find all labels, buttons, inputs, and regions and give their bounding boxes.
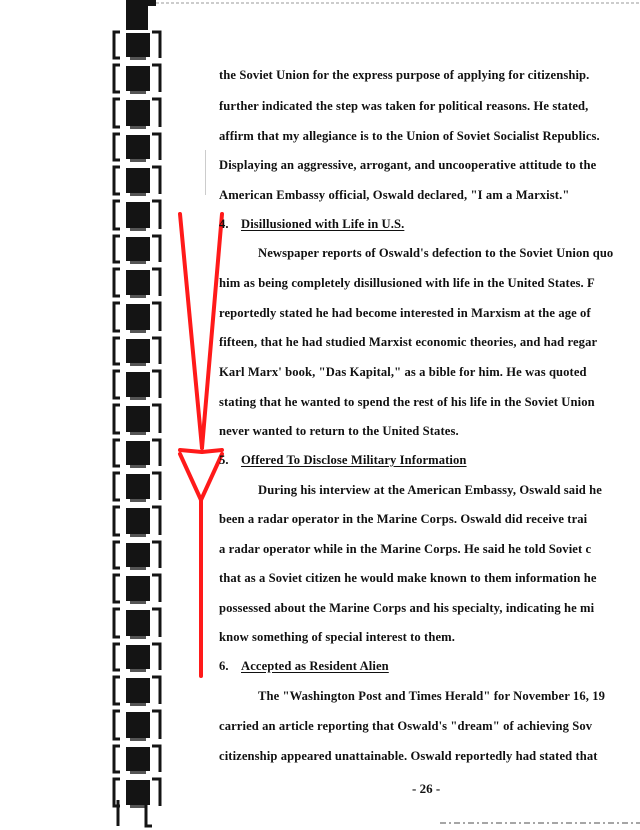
text-line: reportedly stated he had become interested in Marxism at the age of <box>219 306 591 320</box>
section-title: Offered To Disclose Military Information <box>241 453 467 467</box>
text-line: him as being completely disillusioned with life in the United States. F <box>219 276 595 290</box>
text-line: During his interview at the American Embassy, Oswald said he <box>258 483 602 497</box>
section-title: Disillusioned with Life in U.S. <box>241 217 405 231</box>
text-line: possessed about the Marine Corps and his specialty, indicating he mi <box>219 601 595 615</box>
text-line: carried an article reporting that Oswald's "dream" of achieving Sov <box>219 719 593 733</box>
text-line: that as a Soviet citizen he would make known to them information he <box>219 571 597 585</box>
text-line: a radar operator while in the Marine Corps. He said he told Soviet c <box>219 542 592 556</box>
text-line: never wanted to return to the United States. <box>219 424 459 438</box>
text-line: fifteen, that he had studied Marxist economic theories, and had regar <box>219 335 598 349</box>
section-number: 5. <box>219 453 229 467</box>
text-line: affirm that my allegiance is to the Union of Soviet Socialist Republics. <box>219 129 600 143</box>
text-line: Karl Marx' book, "Das Kapital," as a bible for him. He was quoted <box>219 365 587 379</box>
scan-top-edge <box>140 0 640 6</box>
section-title: Accepted as Resident Alien <box>241 659 389 673</box>
text-line: American Embassy official, Oswald declared, "I am a Marxist." <box>219 188 570 202</box>
section-number: 6. <box>219 659 229 673</box>
section-heading <box>219 452 467 468</box>
section-heading <box>219 216 404 232</box>
text-line: Newspaper reports of Oswald's defection to the Soviet Union quo <box>258 246 614 260</box>
text-line: stating that he wanted to spend the rest of his life in the Soviet Union <box>219 395 595 409</box>
section-number: 4. <box>219 217 229 231</box>
text-line: know something of special interest to them. <box>219 630 455 644</box>
text-line: further indicated the step was taken for political reasons. He stated, <box>219 99 589 113</box>
text-line: citizenship appeared unattainable. Oswald reportedly had stated that <box>219 749 598 763</box>
text-line: been a radar operator in the Marine Corps. Oswald did receive trai <box>219 512 588 526</box>
page-number: - 26 - <box>412 781 441 796</box>
text-line: the Soviet Union for the express purpose of applying for citizenship. <box>219 68 590 82</box>
text-line: Displaying an aggressive, arrogant, and uncooperative attitude to the <box>219 158 597 172</box>
section-heading <box>219 658 389 674</box>
text-line: The "Washington Post and Times Herald" for November 16, 19 <box>258 689 606 703</box>
scan-bottom-noise <box>440 820 640 826</box>
scan-artifact-line <box>205 150 206 195</box>
spiral-binding <box>0 0 180 830</box>
